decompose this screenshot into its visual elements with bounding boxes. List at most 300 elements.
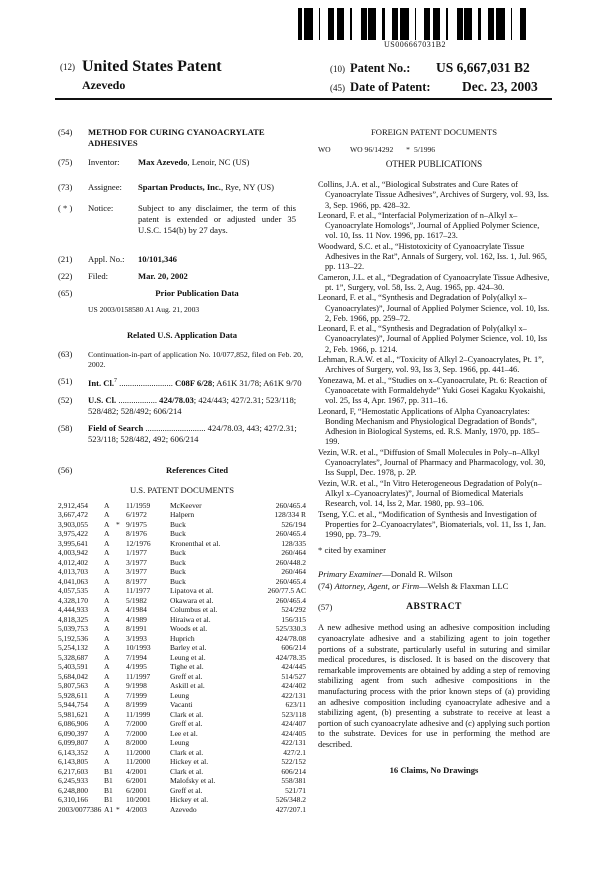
citation-class: 524/292 bbox=[281, 605, 306, 615]
citation-kind: A bbox=[104, 671, 110, 681]
citation-name: Hickey et al. bbox=[170, 795, 209, 805]
citation-class: 260/465.4 bbox=[275, 500, 306, 510]
citation-number: 4,328,170 bbox=[58, 595, 88, 605]
citation-name: Clark et al. bbox=[170, 709, 204, 719]
related-app-heading: Related U.S. Application Data bbox=[126, 330, 238, 340]
citation-date: 11/1959 bbox=[126, 500, 151, 510]
citation-class: 422/131 bbox=[281, 690, 306, 700]
int-cl-dots: ......................... bbox=[117, 377, 173, 388]
inventor-location: , Lenoir, NC (US) bbox=[187, 157, 250, 167]
citation-date: 8/1999 bbox=[126, 700, 147, 710]
citation-row bbox=[58, 805, 306, 815]
citation-star bbox=[116, 757, 126, 767]
publication-item: Leonard, F. et al., “Synthesis and Degradation of Poly(alkyl x–Cyanoacrylates)”, Journal of Applied Polymer Science, vol. 10, Iss. 2, Feb. 1966, pp. 259–72. bbox=[318, 293, 550, 323]
citation-kind: A bbox=[104, 747, 110, 757]
citation-star bbox=[116, 767, 126, 777]
primary-examiner bbox=[318, 569, 550, 580]
citation-row bbox=[58, 520, 306, 530]
citation-class: 606/214 bbox=[281, 643, 306, 653]
citation-name: Vacanti bbox=[170, 700, 193, 710]
citation-kind: B1 bbox=[104, 766, 113, 776]
notice-label: Notice: bbox=[88, 203, 114, 213]
attorney-label: Attorney, Agent, or Firm bbox=[334, 581, 420, 592]
citation-number: 5,684,042 bbox=[58, 671, 88, 681]
citation-date: 8/1976 bbox=[126, 529, 147, 539]
citation-row bbox=[58, 624, 306, 634]
citation-row bbox=[58, 548, 306, 558]
abstract-field bbox=[318, 602, 550, 613]
citation-number: 5,981,621 bbox=[58, 709, 88, 719]
citation-number: 5,328,687 bbox=[58, 652, 88, 662]
citation-name: Buck bbox=[170, 529, 186, 539]
citation-row bbox=[58, 719, 306, 729]
inventor-surname: Azevedo bbox=[82, 78, 126, 92]
us-cl-field bbox=[58, 395, 306, 417]
filed-date: Mar. 20, 2002 bbox=[138, 271, 188, 281]
filed-label: Filed: bbox=[88, 271, 109, 281]
field-number-73: (73) bbox=[58, 182, 73, 192]
citation-number: 5,039,753 bbox=[58, 624, 88, 634]
citation-class: 128/334 R bbox=[274, 510, 306, 520]
cited-by-examiner: * cited by examiner bbox=[318, 545, 387, 556]
int-cl-main: C08F 6/28 bbox=[175, 377, 213, 388]
citation-star bbox=[116, 510, 126, 520]
publication-item: Leonard, F. et al., “Synthesis and Degradation of Poly(alkyl x–Cyanoacrylates)”, Journal of Applied Polymer Science, vol. 10, Iss 2, Feb. 1966, p. 1214. bbox=[318, 324, 548, 354]
barcode bbox=[298, 8, 530, 40]
citation-kind: A bbox=[104, 700, 110, 710]
inventor-field bbox=[58, 157, 306, 168]
other-pubs-heading: OTHER PUBLICATIONS bbox=[385, 159, 483, 169]
citation-kind: A bbox=[104, 567, 110, 577]
citation-star bbox=[116, 605, 126, 615]
citation-name: Buck bbox=[170, 576, 186, 586]
citation-star bbox=[116, 558, 126, 568]
citation-kind: A bbox=[104, 595, 110, 605]
field-number-56: (56) bbox=[58, 464, 73, 475]
citation-date: 4/2003 bbox=[126, 804, 147, 814]
citation-number: 6,245,933 bbox=[58, 776, 88, 786]
citation-row bbox=[58, 738, 306, 748]
citation-number: 3,995,641 bbox=[58, 538, 88, 548]
citation-name: Columbus et al. bbox=[170, 605, 218, 615]
foreign-doc-number: WO 96/14292 bbox=[350, 145, 394, 154]
barcode-number: US006667031B2 bbox=[383, 40, 447, 49]
int-cl-rest: ; A61K 31/78; A61K 9/70 bbox=[212, 377, 302, 388]
foreign-docs-heading: FOREIGN PATENT DOCUMENTS bbox=[370, 127, 498, 137]
citation-number: 6,310,166 bbox=[58, 795, 88, 805]
int-cl-sup: 7 bbox=[114, 378, 118, 384]
citation-star bbox=[116, 681, 126, 691]
abstract-heading: ABSTRACT bbox=[406, 602, 462, 613]
citation-star bbox=[116, 539, 126, 549]
citation-kind: A bbox=[104, 519, 110, 529]
notice-field bbox=[58, 203, 306, 236]
prior-pub-value: US 2003/0158580 A1 Aug. 21, 2003 bbox=[88, 305, 200, 314]
citation-star bbox=[116, 691, 126, 701]
citation-class: 260/464 bbox=[281, 567, 306, 577]
citation-date: 4/1995 bbox=[126, 662, 147, 672]
citation-number: 6,143,352 bbox=[58, 747, 88, 757]
invention-title: METHOD FOR CURING CYANOACRYLATE ADHESIVES bbox=[88, 127, 265, 148]
citation-row bbox=[58, 529, 306, 539]
citation-date: 3/1977 bbox=[126, 567, 147, 577]
citation-date: 3/1977 bbox=[126, 557, 147, 567]
citation-row bbox=[58, 681, 306, 691]
citation-date: 12/1976 bbox=[126, 538, 151, 548]
us-cl-label: U.S. Cl. bbox=[88, 394, 117, 405]
citation-name: Clark et al. bbox=[170, 766, 204, 776]
citation-date: 11/2000 bbox=[126, 757, 151, 767]
citation-star bbox=[116, 529, 126, 539]
citation-star bbox=[116, 738, 126, 748]
citation-row bbox=[58, 586, 306, 596]
citation-class: 128/335 bbox=[281, 538, 306, 548]
patent-number: US 6,667,031 B2 bbox=[436, 60, 530, 75]
assignee-location: , Rye, NY (US) bbox=[220, 182, 274, 192]
citation-kind: A bbox=[104, 633, 110, 643]
citation-kind: A bbox=[104, 529, 110, 539]
citation-row bbox=[58, 605, 306, 615]
prior-pub-field bbox=[58, 288, 306, 299]
citation-name: Askill et al. bbox=[170, 681, 205, 691]
field-of-search-label: Field of Search bbox=[88, 422, 144, 433]
header-rule bbox=[55, 98, 552, 100]
citation-class: 427/2.1 bbox=[283, 747, 306, 757]
citation-kind: A bbox=[104, 510, 110, 520]
citation-name: Buck bbox=[170, 557, 186, 567]
citation-star bbox=[116, 719, 126, 729]
appl-no-label: Appl. No.: bbox=[88, 254, 125, 264]
citation-kind: A bbox=[104, 681, 110, 691]
citation-row bbox=[58, 567, 306, 577]
citation-class: 260/464 bbox=[281, 548, 306, 558]
citation-kind: A bbox=[104, 690, 110, 700]
primary-examiner-label: Primary Examiner bbox=[318, 569, 383, 580]
citation-row bbox=[58, 767, 306, 777]
date-of-patent-label: Date of Patent: bbox=[350, 80, 431, 94]
citation-date: 11/1977 bbox=[126, 586, 151, 596]
citation-number: 6,248,800 bbox=[58, 785, 88, 795]
primary-examiner-name: —Donald R. Wilson bbox=[382, 569, 453, 580]
field-number-63: (63) bbox=[58, 349, 73, 359]
appl-no: 10/101,346 bbox=[138, 254, 177, 264]
citation-number: 4,013,703 bbox=[58, 567, 88, 577]
citation-kind: A bbox=[104, 614, 110, 624]
citation-star bbox=[116, 662, 126, 672]
citation-star bbox=[116, 700, 126, 710]
field-of-search bbox=[58, 423, 306, 445]
citation-date: 1/1977 bbox=[126, 548, 147, 558]
citation-name: Greff et al. bbox=[170, 671, 203, 681]
citation-number: 3,975,422 bbox=[58, 529, 88, 539]
citation-kind: A bbox=[104, 719, 110, 729]
right-column bbox=[318, 127, 550, 776]
citation-name: Buck bbox=[170, 567, 186, 577]
citation-kind: A bbox=[104, 728, 110, 738]
citation-class: 526/348.2 bbox=[275, 795, 306, 805]
appl-no-field bbox=[58, 254, 306, 265]
citation-name: Lipatova et al. bbox=[170, 586, 214, 596]
field-of-search-value: 424/78.03, 443; 427/2.31; 523/118; 528/482, 492; 606/214 bbox=[88, 422, 297, 444]
citation-row bbox=[58, 662, 306, 672]
citation-kind: A bbox=[104, 709, 110, 719]
abstract-text: A new adhesive method using an adhesive composition including cyanoacrylate adhesive and a stabilizing agent to join together portions of a substrate, particularly useful in suturing and similar medical procedures, is disclosed. It is based on the discovery that remarkable improvements are obtained by adding a step of removing stabilizing agent from such adhesive compositions in the manufacturing process with the prior known steps of (a) providing an adhesive composition including cyanoacrylate adhesive and a stabilizing agent, (b) presenting a substrate to receive at least a portion of such cyanoacrylate adhesive and (c) applying such portion to the substrate. Devices for use in performing the method are described. bbox=[318, 623, 550, 749]
citation-date: 8/1991 bbox=[126, 624, 147, 634]
citation-name: Greff et al. bbox=[170, 719, 203, 729]
citation-date: 6/2001 bbox=[126, 776, 147, 786]
citation-row bbox=[58, 577, 306, 587]
citation-name: Tighe et al. bbox=[170, 662, 204, 672]
continuation-text: Continuation-in-part of application No. 10/077,852, filed on Feb. 20, 2002. bbox=[88, 350, 304, 369]
citation-date: 11/2000 bbox=[126, 747, 151, 757]
field-number-45: (45) bbox=[330, 83, 345, 93]
citation-number: 5,807,563 bbox=[58, 681, 88, 691]
citation-kind: A bbox=[104, 624, 110, 634]
publication-item: Yonezawa, M. et al., “Studies on x–Cyanoacrulate, Pt. 6: Reaction of Cyanoacetate with Formaldehyde” Yuki Gosei Kagaku Kyokaishi, vol. 25, Iss 4, Apr. 1967, pp. 311–16. bbox=[318, 375, 548, 406]
citation-kind: A bbox=[104, 500, 110, 510]
citation-number: 2,912,454 bbox=[58, 500, 88, 510]
field-number-12: (12) bbox=[60, 62, 75, 72]
us-patent-docs-heading: U.S. PATENT DOCUMENTS bbox=[129, 484, 235, 495]
citation-row bbox=[58, 501, 306, 511]
citation-name: Greff et al. bbox=[170, 785, 203, 795]
references-heading: References Cited bbox=[165, 464, 229, 475]
field-number-21: (21) bbox=[58, 254, 73, 264]
citation-class: 424/445 bbox=[281, 662, 306, 672]
inventor-label: Inventor: bbox=[88, 157, 120, 167]
citation-number: 5,403,591 bbox=[58, 662, 88, 672]
references-field bbox=[58, 465, 306, 476]
citation-star bbox=[116, 586, 126, 596]
citation-name: McKeever bbox=[170, 500, 202, 510]
publication-item: Woodward, S.C. et al., “Histotoxicity of Cyanoacrylate Tissue Adhesives in the Rat”, Annals of Surgery, vol. 162, Iss. 1, Jul. 965, pp. 113–22. bbox=[318, 241, 547, 272]
citation-star bbox=[116, 653, 126, 663]
citation-date: 11/1999 bbox=[126, 709, 151, 719]
date-of-patent: Dec. 23, 2003 bbox=[462, 79, 538, 94]
citation-date: 10/2001 bbox=[126, 795, 151, 805]
patent-no-label: Patent No.: bbox=[350, 61, 411, 75]
citation-number: 6,143,805 bbox=[58, 757, 88, 767]
citation-star bbox=[116, 795, 126, 805]
citation-number: 5,192,536 bbox=[58, 633, 88, 643]
us-cl-rest: ; 424/443; 427/2.31; 523/118; 528/482; 528/492; 606/214 bbox=[88, 394, 297, 416]
field-number-52: (52) bbox=[58, 394, 73, 405]
field-number-58: (58) bbox=[58, 422, 73, 433]
field-number-54: (54) bbox=[58, 127, 73, 137]
citation-number: 4,003,942 bbox=[58, 548, 88, 558]
citation-row bbox=[58, 510, 306, 520]
citation-number: 3,903,055 bbox=[58, 519, 88, 529]
citation-number: 5,944,754 bbox=[58, 700, 88, 710]
citation-number: 6,090,397 bbox=[58, 728, 88, 738]
citation-name: Buck bbox=[170, 519, 186, 529]
citation-class: 260/448.2 bbox=[275, 557, 306, 567]
citation-star: * bbox=[116, 519, 120, 529]
attorney-name: —Welsh & Flaxman LLC bbox=[419, 581, 509, 592]
field-number-75: (75) bbox=[58, 157, 73, 167]
citation-date: 7/2000 bbox=[126, 728, 147, 738]
citation-star bbox=[116, 776, 126, 786]
citation-name: Malofsky et al. bbox=[170, 776, 216, 786]
citation-class: 260/465.4 bbox=[275, 595, 306, 605]
citation-row bbox=[58, 672, 306, 682]
prior-pub-heading: Prior Publication Data bbox=[155, 288, 239, 298]
publication-item: Collins, J.A. et al., “Biological Substrates and Cure Rates of Cyanoacrylate Tissue Adhesives”, Archives of Surgery, vol. 93, Iss. 3, Sep. 1966, pp. 428–32. bbox=[318, 180, 549, 210]
notice-text: Subject to any disclaimer, the term of this patent is extended or adjusted under 35 U.S.C. 154(b) by 27 days. bbox=[138, 203, 296, 235]
citation-name: Woods et al. bbox=[170, 624, 208, 634]
citation-row bbox=[58, 786, 306, 796]
citation-class: 623/11 bbox=[285, 700, 306, 710]
citation-date: 4/1984 bbox=[126, 605, 147, 615]
citation-row bbox=[58, 729, 306, 739]
citation-date: 9/1998 bbox=[126, 681, 147, 691]
foreign-doc-row bbox=[318, 144, 550, 155]
publication-item: Cameron, J.L. et al., “Degradation of Cyanoacrylate Tissue Adhesive, pt. 1”, Surgery, vol. 58, Iss. 2, Aug. 1965, pp. 424–30. bbox=[318, 272, 550, 292]
citation-row bbox=[58, 748, 306, 758]
citation-kind: A bbox=[104, 652, 110, 662]
citation-row bbox=[58, 757, 306, 767]
citation-number: 4,057,535 bbox=[58, 586, 88, 596]
publication-list bbox=[318, 180, 550, 540]
citation-kind: A bbox=[104, 757, 110, 767]
citation-star bbox=[116, 748, 126, 758]
citation-date: 6/2001 bbox=[126, 785, 147, 795]
citation-kind: A1 bbox=[104, 804, 114, 814]
citation-star bbox=[116, 634, 126, 644]
citation-class: 526/194 bbox=[281, 519, 306, 529]
field-of-search-dots: ............................ bbox=[143, 422, 206, 433]
citation-date: 7/1999 bbox=[126, 690, 147, 700]
citation-star bbox=[116, 786, 126, 796]
citation-row bbox=[58, 634, 306, 644]
citation-kind: A bbox=[104, 605, 110, 615]
foreign-country: WO bbox=[318, 145, 331, 154]
citation-name: Hickey et al. bbox=[170, 757, 209, 767]
citation-kind: B1 bbox=[104, 795, 113, 805]
citation-class: 521/71 bbox=[285, 785, 306, 795]
citation-kind: A bbox=[104, 586, 110, 596]
citation-date: 6/1972 bbox=[126, 510, 147, 520]
citation-class: 424/402 bbox=[281, 681, 306, 691]
citation-name: Clark et al. bbox=[170, 747, 204, 757]
citation-name: Azevedo bbox=[170, 804, 197, 814]
filed-field bbox=[58, 271, 306, 282]
field-number-notice: ( * ) bbox=[58, 203, 73, 213]
int-cl-field bbox=[58, 376, 306, 389]
citation-class: 606/214 bbox=[281, 766, 306, 776]
citation-name: Okawara et al. bbox=[170, 595, 214, 605]
publication-item: Lehman, R.A.W. et al., “Toxicity of Alkyl 2–Cyanoacrylates, Pt. 1”, Archives of Surgery, vol. 93, Iss 3, Sep. 1966, pp. 441–46. bbox=[318, 355, 544, 375]
field-number-22: (22) bbox=[58, 271, 73, 281]
citation-row bbox=[58, 700, 306, 710]
citation-star bbox=[116, 567, 126, 577]
citation-row bbox=[58, 539, 306, 549]
publication-item: Vezin, W.R. et al., “Diffusion of Small Molecules in Poly–n–Alkyl Cyanoacrylates”, Journal of Pharmacy and Pharmacology, vol. 30, Iss Suppl, Dec. 1978, p. 2P. bbox=[318, 447, 546, 478]
citation-class: 422/131 bbox=[281, 738, 306, 748]
citation-class: 427/207.1 bbox=[275, 804, 306, 814]
citation-kind: B1 bbox=[104, 785, 113, 795]
citation-class: 525/330.3 bbox=[275, 624, 306, 634]
citation-date: 4/2001 bbox=[126, 766, 147, 776]
citation-number: 2003/0077386 bbox=[58, 804, 102, 814]
citation-kind: A bbox=[104, 548, 110, 558]
citation-class: 260/77.5 AC bbox=[267, 586, 306, 596]
citation-star bbox=[116, 710, 126, 720]
document-type: United States Patent bbox=[82, 58, 222, 75]
citation-class: 424/405 bbox=[281, 728, 306, 738]
citation-name: Huprich bbox=[170, 633, 195, 643]
citation-date: 7/2000 bbox=[126, 719, 147, 729]
publication-item: Leonard, F. et al., “Interfacial Polymerization of n–Alkyl x–Cyanoacrylate Homologs”, Journal of Applied Polymer Science, vol. 10, Iss. 11 Nov. 1996, pp. 1617–23. bbox=[318, 210, 540, 241]
citation-number: 6,086,906 bbox=[58, 719, 88, 729]
citation-date: 8/1977 bbox=[126, 576, 147, 586]
citation-kind: A bbox=[104, 557, 110, 567]
citation-number: 4,818,325 bbox=[58, 614, 88, 624]
citation-name: Buck bbox=[170, 548, 186, 558]
citation-list bbox=[58, 501, 306, 815]
citation-kind: A bbox=[104, 576, 110, 586]
citation-date: 7/1994 bbox=[126, 652, 147, 662]
citation-number: 5,254,132 bbox=[58, 643, 88, 653]
field-number-74: (74) bbox=[318, 581, 333, 592]
citation-class: 424/78.08 bbox=[275, 633, 306, 643]
citation-class: 424/78.35 bbox=[275, 652, 306, 662]
citation-star: * bbox=[116, 804, 120, 814]
publication-item: Leonard, F, “Hemostatic Applications of Alpha Cyanoacrylates: Bonding Mechanism and Physiological Degradation of Bonds”, Adhesion in Biological Systems, ed. R.S. Manly, 1970, pp. 185–199. bbox=[318, 406, 540, 447]
claims-count: 16 Claims, No Drawings bbox=[389, 764, 479, 775]
citation-name: Hiraiwa et al. bbox=[170, 614, 211, 624]
citation-class: 156/315 bbox=[281, 614, 306, 624]
citation-row bbox=[58, 795, 306, 805]
citation-date: 9/1975 bbox=[126, 519, 147, 529]
citation-star bbox=[116, 577, 126, 587]
citation-class: 522/152 bbox=[281, 757, 306, 767]
citation-name: Leung bbox=[170, 690, 190, 700]
assignee-label: Assignee: bbox=[88, 182, 122, 192]
citation-number: 6,099,807 bbox=[58, 738, 88, 748]
citation-star bbox=[116, 672, 126, 682]
citation-name: Kronenthal et al. bbox=[170, 538, 221, 548]
citation-star bbox=[116, 615, 126, 625]
title-field bbox=[58, 127, 306, 149]
citation-number: 4,444,933 bbox=[58, 605, 88, 615]
citation-name: Lee et al. bbox=[170, 728, 198, 738]
citation-star bbox=[116, 729, 126, 739]
citation-class: 523/118 bbox=[281, 709, 306, 719]
publication-item: Vezin, W.R. et al., “In Vitro Heterogeneous Degradation of Poly(n–Alkyl x–Cyanoacrylates)”, Journal of Biomedical Materials Research, vol. 14, Iss 2, Mar. 1980, pp. 93–106. bbox=[318, 478, 542, 509]
citation-date: 10/1993 bbox=[126, 643, 151, 653]
int-cl-label: Int. Cl. bbox=[88, 377, 115, 388]
field-number-10: (10) bbox=[330, 64, 345, 74]
citation-date: 8/2000 bbox=[126, 738, 147, 748]
assignee-name: Spartan Products, Inc. bbox=[138, 182, 221, 192]
citation-class: 260/465.4 bbox=[275, 529, 306, 539]
field-number-51: (51) bbox=[58, 376, 73, 386]
citation-star bbox=[116, 596, 126, 606]
citation-number: 3,667,472 bbox=[58, 510, 88, 520]
citation-name: Leung et al. bbox=[170, 652, 206, 662]
citation-row bbox=[58, 643, 306, 653]
citation-number: 4,012,402 bbox=[58, 557, 88, 567]
citation-date: 5/1982 bbox=[126, 595, 147, 605]
us-cl-main: 424/78.03 bbox=[159, 394, 194, 405]
citation-star bbox=[116, 548, 126, 558]
citation-kind: A bbox=[104, 538, 110, 548]
field-number-57: (57) bbox=[318, 602, 333, 613]
citation-row bbox=[58, 615, 306, 625]
citation-row bbox=[58, 653, 306, 663]
citation-name: Halpern bbox=[170, 510, 195, 520]
